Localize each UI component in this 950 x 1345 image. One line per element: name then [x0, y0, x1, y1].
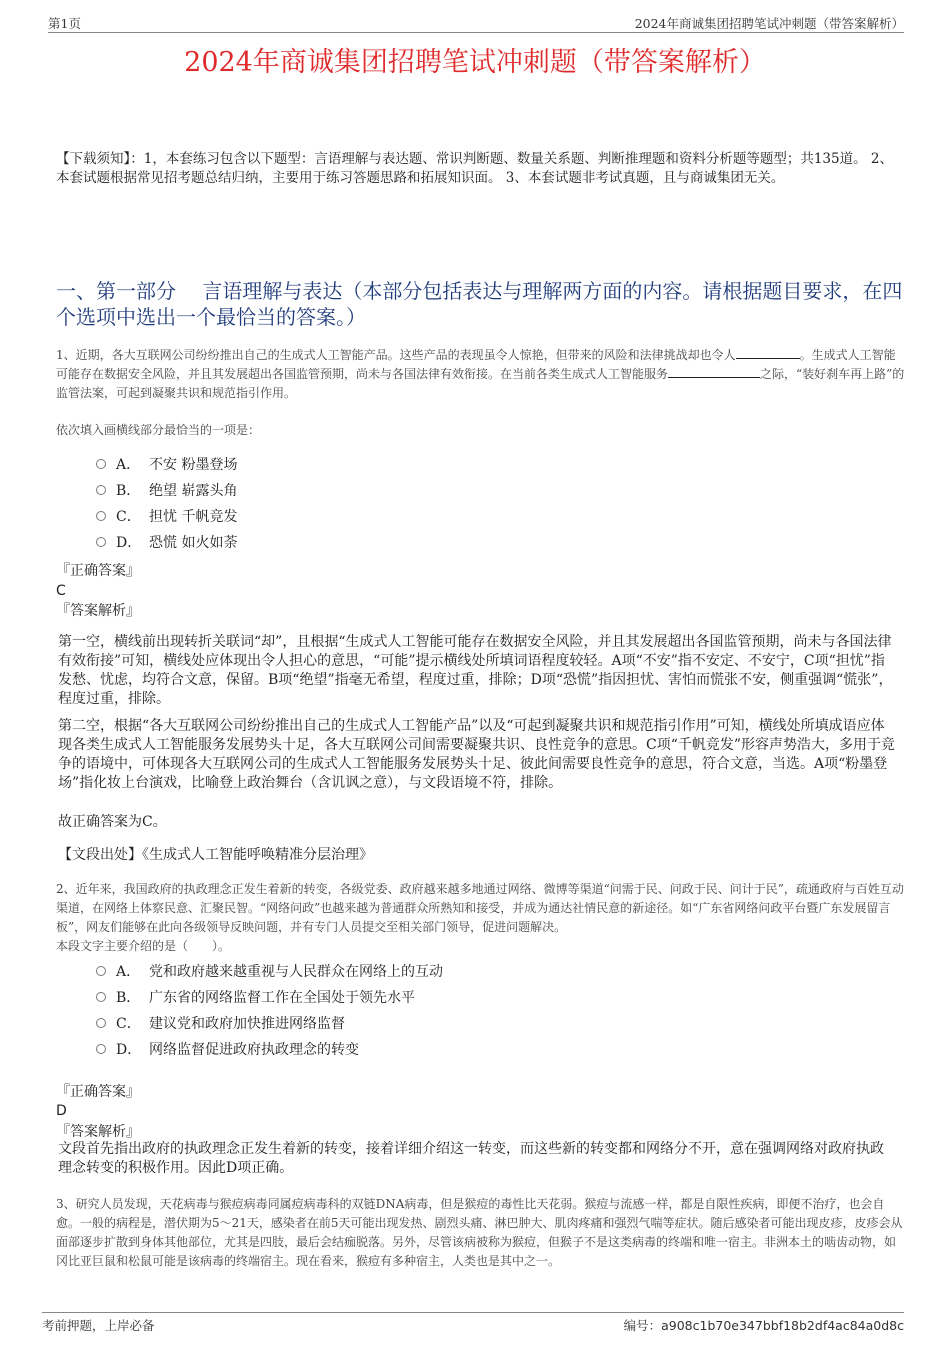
radio-icon[interactable] — [96, 1018, 106, 1028]
option-a[interactable] — [96, 452, 237, 478]
analysis-label: 『答案解析』 — [56, 603, 140, 619]
option-text: 担忧 千帆竞发 — [149, 509, 238, 525]
option-letter: A． — [116, 964, 141, 980]
footer-slogan: 考前押题，上岸必备 — [42, 1318, 155, 1333]
analysis-paragraph-1: 第一空，横线前出现转折关联词“却”，且根据“生成式人工智能可能存在数据安全风险，并且其发展超出各国监管预期，尚未与各国法律有效衔接”可知，横线处应体现出令人担心的意思，“可能”提示横线处所填词语程度较轻。A项“不安”指不安定、不安宁，C项“担忧”指发愁、忧虑，均符合文意，保留。B项“绝望”指毫无希望，程度过重，排除；D项“恐慌”指因担忧、害怕而慌张不安，侧重强调“慌张”，程度过重，排除。 — [58, 634, 893, 707]
source: 【文段出处】《生成式人工智能呼唤精准分层治理》 — [58, 847, 373, 863]
option-text: 广东省的网络监督工作在全国处于领先水平 — [149, 990, 415, 1006]
correct-answer: D — [56, 1103, 67, 1119]
analysis-label: 『答案解析』 — [56, 1124, 140, 1140]
option-text: 不安 粉墨登场 — [149, 457, 238, 473]
question-3-text: 3、研究人员发现，天花病毒与猴痘病毒同属痘病毒科的双链DNA病毒，但是猴痘的毒性比天花弱。猴痘与流感一样，都是自限性疾病，即便不治疗，也会自愈。一般的病程是，潜伏期为5～21天，感染者在前5天可能出现发热、剧烈头痛、淋巴肿大、肌肉疼痛和强烈气喘等症状。随后感染者可能出现皮疹，皮疹会从面部逐步扩散到身体其他部位，尤其是四肢，最后会结痂脱落。另外，尽管该病被称为猴痘，但猴子不是这类病毒的终端和唯一宿主。非洲本土的啮齿动物，如冈比亚巨鼠和松鼠可能是该病毒的终端宿主。现在看来，猴痘有多种宿主，人类也是其中之一。 — [56, 1197, 903, 1268]
question-1-prompt: 依次填入画横线部分最恰当的一项是： — [56, 423, 261, 437]
question-2-prompt: 本段文字主要介绍的是（ ）。 — [56, 939, 231, 953]
question-1-text — [56, 346, 906, 403]
option-text: 党和政府越来越重视与人民群众在网络上的互动 — [149, 964, 443, 980]
radio-icon[interactable] — [96, 511, 106, 521]
option-d[interactable] — [96, 530, 237, 556]
question-1-options — [96, 452, 237, 556]
option-c[interactable] — [96, 1011, 443, 1037]
page-footer — [42, 1312, 904, 1333]
option-d[interactable] — [96, 1037, 443, 1063]
page-number: 第1页 — [48, 16, 81, 31]
option-text: 恐慌 如火如荼 — [149, 535, 238, 551]
option-b[interactable] — [96, 478, 237, 504]
answer-label: 『正确答案』 — [56, 563, 140, 579]
page-header — [48, 14, 904, 33]
radio-icon[interactable] — [96, 966, 106, 976]
option-letter: C． — [116, 509, 141, 525]
option-letter: C． — [116, 1016, 141, 1032]
radio-icon[interactable] — [96, 459, 106, 469]
option-letter: B． — [116, 990, 141, 1006]
option-c[interactable] — [96, 504, 237, 530]
blank-2 — [668, 365, 760, 378]
conclusion: 故正确答案为C。 — [58, 814, 167, 830]
option-letter: D． — [116, 535, 142, 551]
option-text: 绝望 崭露头角 — [149, 483, 238, 499]
option-b[interactable] — [96, 985, 443, 1011]
option-letter: A． — [116, 457, 141, 473]
radio-icon[interactable] — [96, 485, 106, 495]
footer-code — [624, 1316, 904, 1334]
question-1-text-part-c: 之际，“装好刹车再上路”的监管法案，可起到凝聚共识和规范指引作用。 — [56, 367, 905, 400]
radio-icon[interactable] — [96, 537, 106, 547]
question-2-options — [96, 959, 443, 1063]
question-1-text-part-a: 1、近期，各大互联网公司纷纷推出自己的生成式人工智能产品。这些产品的表现虽令人惊艳，但带来的风险和法律挑战却也令人 — [56, 348, 736, 362]
option-text: 网络监督促进政府执政理念的转变 — [149, 1042, 359, 1058]
section-title: 一、第一部分 言语理解与表达（本部分包括表达与理解两方面的内容。请根据题目要求，在四个选项中选出一个最恰当的答案。） — [56, 279, 903, 329]
blank-1 — [736, 346, 800, 359]
correct-answer: C — [56, 583, 66, 599]
radio-icon[interactable] — [96, 992, 106, 1002]
analysis-paragraph: 文段首先指出政府的执政理念正发生着新的转变，接着详细介绍这一转变，而这些新的转变都和网络分不开，意在强调网络对政府执政理念转变的积极作用。因此D项正确。 — [58, 1141, 884, 1176]
option-text: 建议党和政府加快推进网络监督 — [149, 1016, 345, 1032]
option-letter: B． — [116, 483, 141, 499]
document-title: 2024年商诚集团招聘笔试冲刺题（带答案解析） — [184, 47, 766, 78]
analysis-paragraph-2: 第二空，根据“各大互联网公司纷纷推出自己的生成式人工智能产品”以及“可起到凝聚共识和规范指引作用”可知，横线处所填成语应体现各类生成式人工智能服务发展势头十足，各大互联网公司间需要凝聚共识、良性竞争的意思。C项“千帆竞发”形容声势浩大，多用于竞争的语境中，可体现各大互联网公司的生成式人工智能服务发展势头十足、彼此间需要良性竞争的意思，符合文意，当选。A项“粉墨登场”指化妆上台演戏，比喻登上政治舞台（含讥讽之意），与文段语境不符，排除。 — [58, 718, 896, 791]
option-a[interactable] — [96, 959, 443, 985]
question-2-text: 2、近年来，我国政府的执政理念正发生着新的转变，各级党委、政府越来越多地通过网络、微博等渠道“问需于民、问政于民、问计于民”，疏通政府与百姓互动渠道，在网络上体察民意、汇聚民智。“网络问政”也越来越为普通群众所熟知和接受，并成为通达社情民意的新途径。如“广东省网络问政平台暨广东发展留言板”，网友们能够在此向各级领导反映问题，并有专门人员提交至相关部门领导，促进问题解决。 — [56, 882, 904, 934]
download-notice: 【下载须知】：1，本套练习包含以下题型：言语理解与表达题、常识判断题、数量关系题、判断推理题和资料分析题等题型；共135道。 2、本套试题根据常见招考题总结归纳，主要用于练习答题思路和拓展知识面。 3、本套试题非考试真题，且与商诚集团无关。 — [56, 151, 893, 186]
question-1-text-part-b: 。生成式人工智能可能存在数据安全风险，并且其发展超出各国监管预期，尚未与各国法律有效衔接。在当前各类生成式人工智能服务 — [56, 348, 896, 381]
answer-label: 『正确答案』 — [56, 1084, 140, 1100]
footer-code-label: 编号： — [623, 1318, 662, 1333]
footer-code-value: a908c1b70e347bbf18b2df4ac84a0d8c — [661, 1318, 904, 1333]
header-doc-name: 2024年商诚集团招聘笔试冲刺题（带答案解析） — [634, 16, 904, 31]
option-letter: D． — [116, 1042, 142, 1058]
radio-icon[interactable] — [96, 1044, 106, 1054]
